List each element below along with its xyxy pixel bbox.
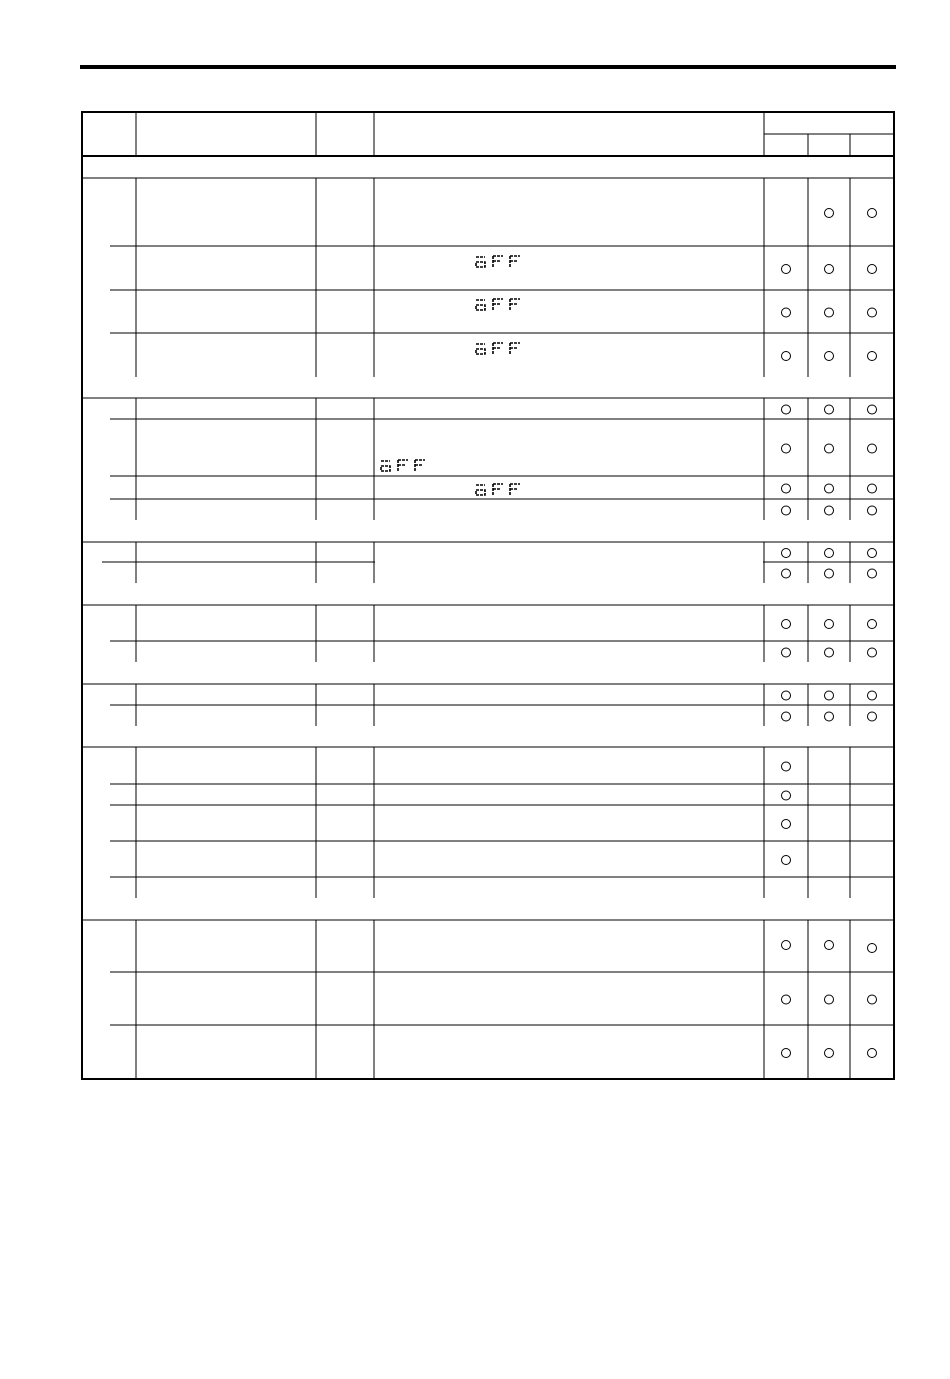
check-mark-circle (782, 712, 791, 721)
off-segment-label (381, 460, 425, 471)
check-mark-circle (868, 265, 877, 274)
check-mark-circle (782, 791, 791, 800)
check-mark-circle (825, 405, 834, 414)
check-mark-circle (782, 691, 791, 700)
off-segment-label (476, 256, 520, 267)
check-mark-circle (825, 941, 834, 950)
check-mark-circle (782, 405, 791, 414)
check-mark-circle (782, 484, 791, 493)
check-mark-circle (825, 712, 834, 721)
check-mark-circle (782, 1049, 791, 1058)
check-mark-circle (868, 1049, 877, 1058)
check-mark-circle (825, 620, 834, 629)
check-mark-circle (825, 308, 834, 317)
off-segment-label (476, 343, 520, 354)
check-mark-circle (825, 1049, 834, 1058)
check-mark-circle (782, 506, 791, 515)
check-mark-circle (825, 444, 834, 453)
check-mark-circle (825, 265, 834, 274)
check-mark-circle (825, 352, 834, 361)
check-mark-circle (868, 209, 877, 218)
check-mark-circle (868, 691, 877, 700)
check-mark-circle (825, 995, 834, 1004)
check-mark-circle (782, 265, 791, 274)
check-mark-circle (782, 648, 791, 657)
check-mark-circle (868, 712, 877, 721)
check-mark-circle (868, 484, 877, 493)
check-mark-circle (782, 941, 791, 950)
check-mark-circle (782, 308, 791, 317)
check-mark-circle (868, 995, 877, 1004)
check-mark-circle (782, 352, 791, 361)
check-mark-circle (825, 484, 834, 493)
check-mark-circle (868, 620, 877, 629)
check-mark-circle (782, 569, 791, 578)
check-mark-circle (868, 569, 877, 578)
check-mark-circle (825, 209, 834, 218)
check-mark-circle (782, 762, 791, 771)
check-mark-circle (868, 944, 877, 953)
check-mark-circle (782, 444, 791, 453)
merged-cell-cover (375, 560, 763, 565)
check-mark-circle (868, 648, 877, 657)
check-mark-circle (782, 820, 791, 829)
off-segment-label (476, 484, 520, 495)
check-mark-circle (825, 569, 834, 578)
check-mark-circle (782, 995, 791, 1004)
check-mark-circle (868, 308, 877, 317)
check-mark-circle (868, 506, 877, 515)
check-mark-circle (782, 620, 791, 629)
check-mark-circle (825, 506, 834, 515)
check-mark-circle (825, 549, 834, 558)
check-mark-circle (868, 352, 877, 361)
check-mark-circle (868, 405, 877, 414)
check-mark-circle (782, 856, 791, 865)
check-mark-circle (868, 444, 877, 453)
check-mark-circle (825, 691, 834, 700)
check-mark-circle (825, 648, 834, 657)
off-segment-label (476, 299, 520, 310)
table-frame (82, 112, 894, 1079)
check-mark-circle (782, 549, 791, 558)
check-mark-circle (868, 549, 877, 558)
